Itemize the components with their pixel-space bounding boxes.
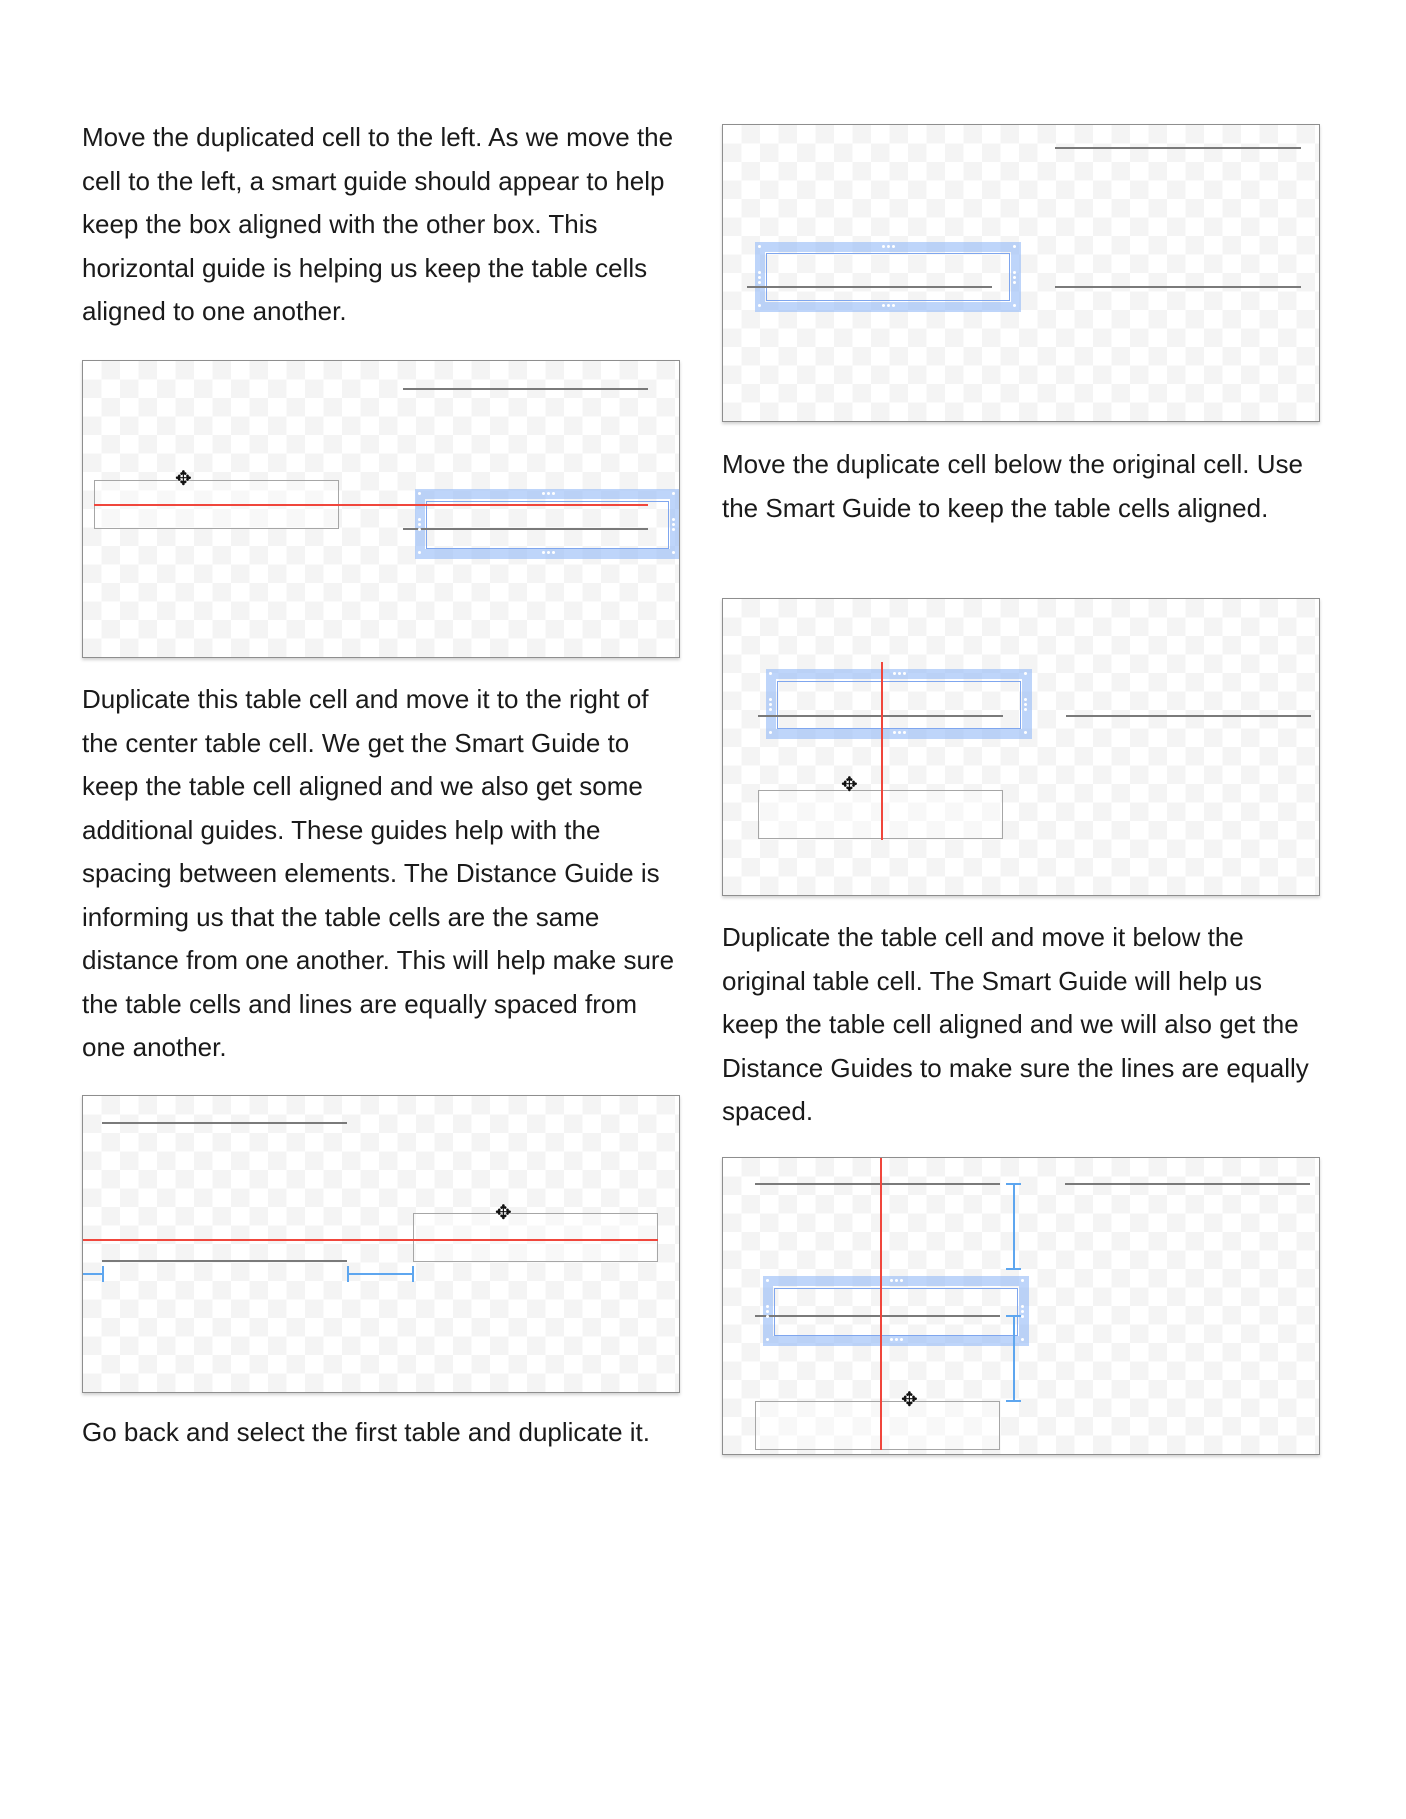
selection-handle-dot <box>1013 276 1016 279</box>
distance-guide-middle <box>347 1273 413 1275</box>
selection-handle-dot <box>758 271 761 274</box>
selection-handle-dot <box>1013 271 1016 274</box>
selection-handle-dot <box>895 1279 898 1282</box>
selection-handle-dot <box>1021 1305 1024 1308</box>
instruction-move-left: Move the duplicated cell to the left. As we move the cell to the left, a smart guide should appear to help keep the box aligned with the other box. This horizontal guide is helping us keep the table cells aligned to one another. <box>82 122 674 326</box>
table-cell-moving <box>413 1213 658 1262</box>
selection-handle-dot <box>900 1279 903 1282</box>
selection-handle-dot <box>1021 1279 1024 1282</box>
selection-handle-dot <box>890 1279 893 1282</box>
line-top-left <box>102 1122 347 1124</box>
selection-handle-dot <box>1013 245 1016 248</box>
distance-guide-lower <box>1013 1316 1015 1401</box>
selection-handle-dot <box>769 703 772 706</box>
selection-handle-dot <box>903 672 906 675</box>
smart-guide-vertical <box>880 1158 882 1450</box>
selection-handle-dot <box>547 551 550 554</box>
selection-handle-dot <box>898 731 901 734</box>
selection-handle-dot <box>418 551 421 554</box>
selection-handle-dot <box>672 492 675 495</box>
selection-handle-dot <box>758 281 761 284</box>
selection-handle-dot <box>769 698 772 701</box>
selection-handle-dot <box>1021 1310 1024 1313</box>
selection-handle-dot <box>890 1338 893 1341</box>
selection-handle-dot <box>893 731 896 734</box>
distance-guide-middle-tick-left <box>347 1266 349 1282</box>
distance-guide-middle-tick-right <box>412 1266 414 1282</box>
move-cursor-icon: ✥ <box>901 1389 918 1411</box>
line-top-right <box>1065 1183 1310 1185</box>
line-top-left <box>755 1183 1000 1185</box>
selection-handle-dot <box>892 304 895 307</box>
selection-handle-dot <box>1021 1338 1024 1341</box>
selection-handle-dot <box>1013 281 1016 284</box>
selection-handle-dot <box>766 1338 769 1341</box>
selection-handle-dot <box>552 492 555 495</box>
selection-handle-dot <box>1024 698 1027 701</box>
smart-guide-horizontal <box>83 1239 658 1241</box>
diagram-vertical-smart-guide <box>722 598 1320 896</box>
selection-handle-dot <box>898 672 901 675</box>
line-middle-right <box>1055 286 1301 288</box>
selection-handle-dot <box>769 708 772 711</box>
diagram-selected-cell-aligned <box>722 124 1320 422</box>
selection-handle-dot <box>887 304 890 307</box>
selection-handle-dot <box>1024 731 1027 734</box>
selection-handle-dot <box>418 492 421 495</box>
selection-handle-dot <box>1024 672 1027 675</box>
selection-handle-dot <box>893 672 896 675</box>
selection-handle-dot <box>766 1305 769 1308</box>
diagram-horizontal-smart-guide <box>82 360 680 658</box>
line-middle-left <box>755 1315 1000 1317</box>
selection-handle-dot <box>672 551 675 554</box>
selection-handle-dot <box>672 523 675 526</box>
selection-handle-dot <box>766 1310 769 1313</box>
selection-handle-dot <box>769 672 772 675</box>
distance-guide-left <box>83 1273 103 1275</box>
distance-guide-left-tick <box>102 1266 104 1282</box>
line-top-right <box>1055 147 1301 149</box>
selection-handle-dot <box>882 245 885 248</box>
selection-handle-dot <box>418 528 421 531</box>
selection-handle-dot <box>769 731 772 734</box>
diagram-distance-guides-horizontal <box>82 1095 680 1393</box>
distance-guide-upper <box>1013 1184 1015 1269</box>
selection-handle-dot <box>1013 304 1016 307</box>
distance-guide-lower-tick-bottom <box>1006 1400 1021 1402</box>
selection-handle-dot <box>903 731 906 734</box>
selection-handle-dot <box>758 276 761 279</box>
distance-guide-upper-tick-top <box>1006 1183 1021 1185</box>
selected-cell-inner <box>777 681 1021 729</box>
selection-handle-dot <box>766 1279 769 1282</box>
selection-handle-dot <box>887 245 890 248</box>
instruction-duplicate-below: Duplicate the table cell and move it below the original table cell. The Smart Guide will help us keep the table cell aligned and we will also get the Distance Guides to make sure the lines are equally spaced. <box>722 922 1309 1126</box>
line-middle-right <box>403 528 648 530</box>
selection-handle-dot <box>892 245 895 248</box>
selection-handle-dot <box>895 1338 898 1341</box>
instruction-duplicate-right: Duplicate this table cell and move it to the right of the center table cell. We get the Smart Guide to keep the table cell aligned and we also get some additional guides. These guides help with the spacing between elements. The Distance Guide is informing us that the table cells are the same distance from one another. This will help make sure the table cells and lines are equally spaced from one another. <box>82 684 675 1062</box>
selection-handle-dot <box>758 245 761 248</box>
instruction-select-first-table: Go back and select the first table and duplicate it. <box>82 1417 651 1447</box>
diagram-distance-guides-vertical <box>722 1157 1320 1455</box>
selected-cell-inner <box>774 1288 1018 1336</box>
selection-handle-dot <box>1021 1315 1024 1318</box>
move-cursor-icon: ✥ <box>841 774 858 796</box>
line-middle-left <box>102 1260 347 1262</box>
selection-handle-dot <box>672 518 675 521</box>
distance-guide-lower-tick-top <box>1006 1315 1021 1317</box>
selection-handle-dot <box>900 1338 903 1341</box>
move-cursor-icon: ✥ <box>495 1202 512 1224</box>
selection-handle-dot <box>766 1315 769 1318</box>
selection-handle-dot <box>418 518 421 521</box>
smart-guide-horizontal <box>94 504 648 506</box>
selection-handle-dot <box>758 304 761 307</box>
move-cursor-icon: ✥ <box>175 468 192 490</box>
selection-handle-dot <box>547 492 550 495</box>
instruction-move-below: Move the duplicate cell below the original cell. Use the Smart Guide to keep the table cells aligned. <box>722 449 1303 523</box>
distance-guide-upper-tick-bottom <box>1006 1268 1021 1270</box>
selection-handle-dot <box>542 492 545 495</box>
selection-handle-dot <box>542 551 545 554</box>
selection-handle-dot <box>672 528 675 531</box>
selection-handle-dot <box>882 304 885 307</box>
selection-handle-dot <box>418 523 421 526</box>
table-cell-moving <box>755 1401 1000 1450</box>
selection-handle-dot <box>552 551 555 554</box>
selection-handle-dot <box>1024 708 1027 711</box>
selected-cell-inner <box>426 501 669 549</box>
line-top-right <box>403 388 648 390</box>
smart-guide-vertical <box>881 662 883 840</box>
line-middle-right <box>1066 715 1311 717</box>
selected-cell-inner <box>766 253 1010 301</box>
selection-handle-dot <box>1024 703 1027 706</box>
line-middle-left <box>747 286 992 288</box>
